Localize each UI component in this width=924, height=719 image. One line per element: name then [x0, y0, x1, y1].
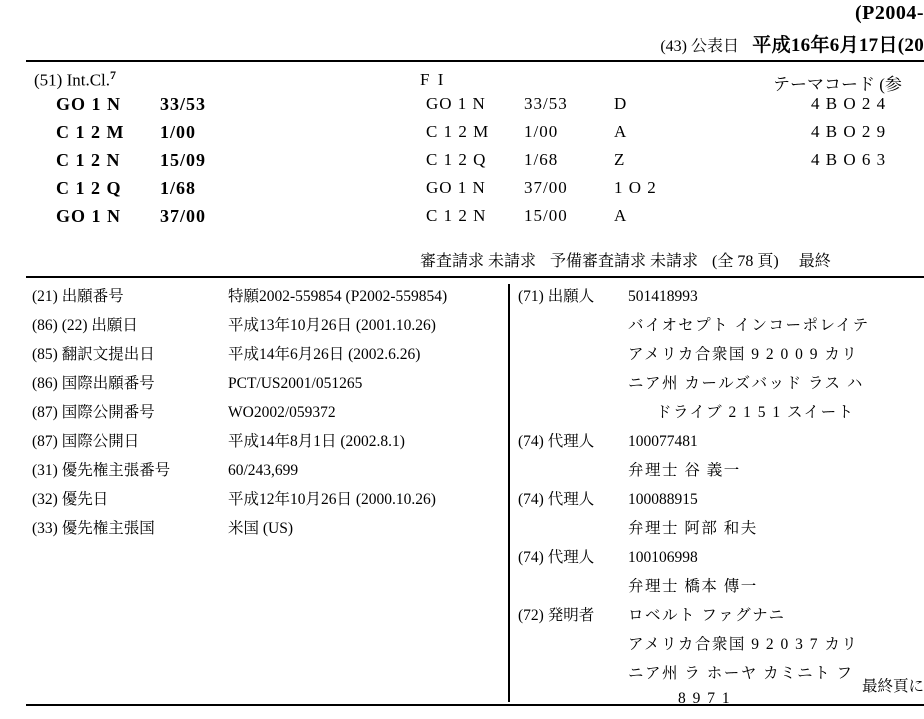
biblio-row — [32, 371, 502, 400]
fi-class: GO 1 N — [426, 178, 486, 197]
applicant-address-line: ニア州 カールズバッド ラス ハ — [628, 375, 864, 392]
preliminary-examination-request: 予備審査請求 未請求 — [550, 253, 699, 270]
fi-class: C 1 2 N — [426, 206, 487, 225]
biblio-value: 平成14年8月1日 (2002.8.1) — [228, 433, 405, 450]
applicant-address-line: アメリカ合衆国 9 2 0 0 9 カリ — [628, 346, 859, 363]
ipc-header-label: (51) Int.Cl. — [34, 70, 111, 90]
inventor-address-line: 8 9 7 1 — [678, 690, 732, 707]
fi-class: C 1 2 M — [426, 122, 490, 141]
divider-top — [26, 60, 924, 62]
biblio-row-agent — [518, 545, 924, 574]
biblio-row-agent — [518, 487, 924, 516]
ipc-row — [56, 94, 206, 122]
biblio-row — [32, 400, 502, 429]
divider-bottom — [26, 704, 924, 706]
publication-date-label: (43) 公表日 — [660, 38, 740, 55]
divider-middle — [26, 276, 924, 278]
classification-block — [26, 68, 924, 273]
ipc-class: C 1 2 Q — [56, 178, 122, 198]
fi-group: 15/00 — [524, 206, 568, 225]
biblio-row — [32, 342, 502, 371]
fi-suffix: A — [614, 206, 628, 225]
ipc-row — [56, 206, 206, 234]
examination-request: 審査請求 未請求 — [420, 253, 537, 270]
biblio-value: 平成13年10月26日 (2001.10.26) — [228, 317, 436, 334]
fi-row — [426, 94, 657, 122]
ipc-row — [56, 122, 206, 150]
theme-code-header: テーマコード (参 — [773, 75, 902, 94]
theme-code: 4 B O 6 3 — [811, 150, 887, 169]
fi-suffix: A — [614, 122, 628, 141]
biblio-value: 60/243,699 — [228, 462, 299, 479]
theme-code: 4 B O 2 9 — [811, 122, 887, 141]
biblio-code: (86) 国際出願番号 — [32, 375, 155, 392]
examination-request-line — [420, 248, 831, 271]
ipc-group: 1/68 — [160, 178, 197, 198]
publication-number: (P2004- — [854, 2, 924, 24]
biblio-row — [32, 487, 502, 516]
biblio-value: 平成12年10月26日 (2000.10.26) — [228, 491, 436, 508]
biblio-value: ロベルト ファグナニ — [628, 607, 786, 624]
last-page-tail: 最終 — [798, 253, 831, 270]
fi-suffix: D — [614, 94, 628, 113]
fi-group: 37/00 — [524, 178, 568, 197]
ipc-group: 1/00 — [160, 122, 197, 142]
biblio-row-inventor — [518, 603, 924, 632]
biblio-code: (74) 代理人 — [518, 491, 595, 508]
biblio-row-applicant — [518, 284, 924, 313]
page-count: (全 78 頁) — [712, 253, 779, 270]
ipc-header — [34, 68, 116, 91]
biblio-code: (85) 翻訳文提出日 — [32, 346, 155, 363]
fi-list — [426, 94, 657, 234]
biblio-code: (86) (22) 出願日 — [32, 317, 138, 334]
biblio-value: PCT/US2001/051265 — [228, 375, 363, 392]
theme-code: 4 B O 2 4 — [811, 94, 887, 113]
applicant-name-line: バイオセプト インコーポレイテ — [628, 317, 870, 334]
last-page-note: 最終頁に — [861, 678, 924, 695]
biblio-value: 100077481 — [628, 433, 698, 450]
biblio-value: 100088915 — [628, 491, 698, 508]
bibliographic-left-column — [32, 284, 502, 545]
bibliographic-right-column — [518, 284, 924, 719]
theme-code-list — [811, 94, 886, 178]
ipc-group: 33/53 — [160, 94, 207, 114]
biblio-row — [32, 313, 502, 342]
ipc-list — [56, 94, 206, 234]
ipc-row — [56, 178, 206, 206]
bibliographic-block — [26, 284, 924, 707]
applicant-address-line: ドライブ 2 1 5 1 スイート — [656, 404, 855, 421]
fi-row — [426, 178, 657, 206]
fi-group: 33/53 — [524, 94, 568, 113]
column-divider — [508, 284, 510, 702]
ipc-class: C 1 2 M — [56, 122, 125, 142]
biblio-row — [32, 516, 502, 545]
ipc-class: C 1 2 N — [56, 150, 121, 170]
fi-row — [426, 206, 657, 234]
biblio-code: (72) 発明者 — [518, 607, 595, 624]
fi-row — [426, 150, 657, 178]
ipc-group: 37/00 — [160, 206, 207, 226]
fi-suffix: Z — [614, 150, 626, 169]
biblio-code: (33) 優先権主張国 — [32, 520, 155, 537]
biblio-value: 501418993 — [628, 288, 698, 305]
biblio-value: 特願2002-559854 (P2002-559854) — [228, 288, 448, 305]
biblio-code: (71) 出願人 — [518, 288, 595, 305]
inventor-address-line: アメリカ合衆国 9 2 0 3 7 カリ — [628, 636, 859, 653]
fi-header: F I — [420, 70, 446, 89]
biblio-value: 平成14年6月26日 (2002.6.26) — [228, 346, 421, 363]
biblio-code: (87) 国際公開日 — [32, 433, 140, 450]
biblio-value: WO2002/059372 — [228, 404, 336, 421]
biblio-row — [32, 458, 502, 487]
biblio-code: (74) 代理人 — [518, 549, 595, 566]
biblio-row-agent — [518, 429, 924, 458]
biblio-code: (74) 代理人 — [518, 433, 595, 450]
publication-date-value: 平成16年6月17日(20 — [752, 35, 924, 56]
fi-class: C 1 2 Q — [426, 150, 487, 169]
ipc-class: GO 1 N — [56, 94, 122, 114]
ipc-row — [56, 150, 206, 178]
ipc-group: 15/09 — [160, 150, 207, 170]
ipc-edition: 7 — [110, 68, 117, 82]
ipc-class: GO 1 N — [56, 206, 122, 226]
fi-suffix: 1 O 2 — [614, 178, 657, 197]
biblio-code: (87) 国際公開番号 — [32, 404, 155, 421]
biblio-code: (21) 出願番号 — [32, 288, 124, 305]
fi-group: 1/68 — [524, 150, 559, 169]
agent-name-line: 弁理士 阿部 和夫 — [628, 520, 758, 537]
biblio-code: (31) 優先権主張番号 — [32, 462, 171, 479]
biblio-code: (32) 優先日 — [32, 491, 109, 508]
biblio-value: 100106998 — [628, 549, 698, 566]
fi-class: GO 1 N — [426, 94, 486, 113]
publication-date-row — [660, 30, 924, 57]
biblio-row — [32, 284, 502, 313]
agent-name-line: 弁理士 橋本 傳一 — [628, 578, 758, 595]
fi-row — [426, 122, 657, 150]
agent-name-line: 弁理士 谷 義一 — [628, 462, 741, 479]
biblio-value: 米国 (US) — [228, 520, 294, 537]
inventor-address-line: ニア州 ラ ホーヤ カミニト フ — [628, 665, 854, 682]
fi-group: 1/00 — [524, 122, 559, 141]
biblio-row — [32, 429, 502, 458]
